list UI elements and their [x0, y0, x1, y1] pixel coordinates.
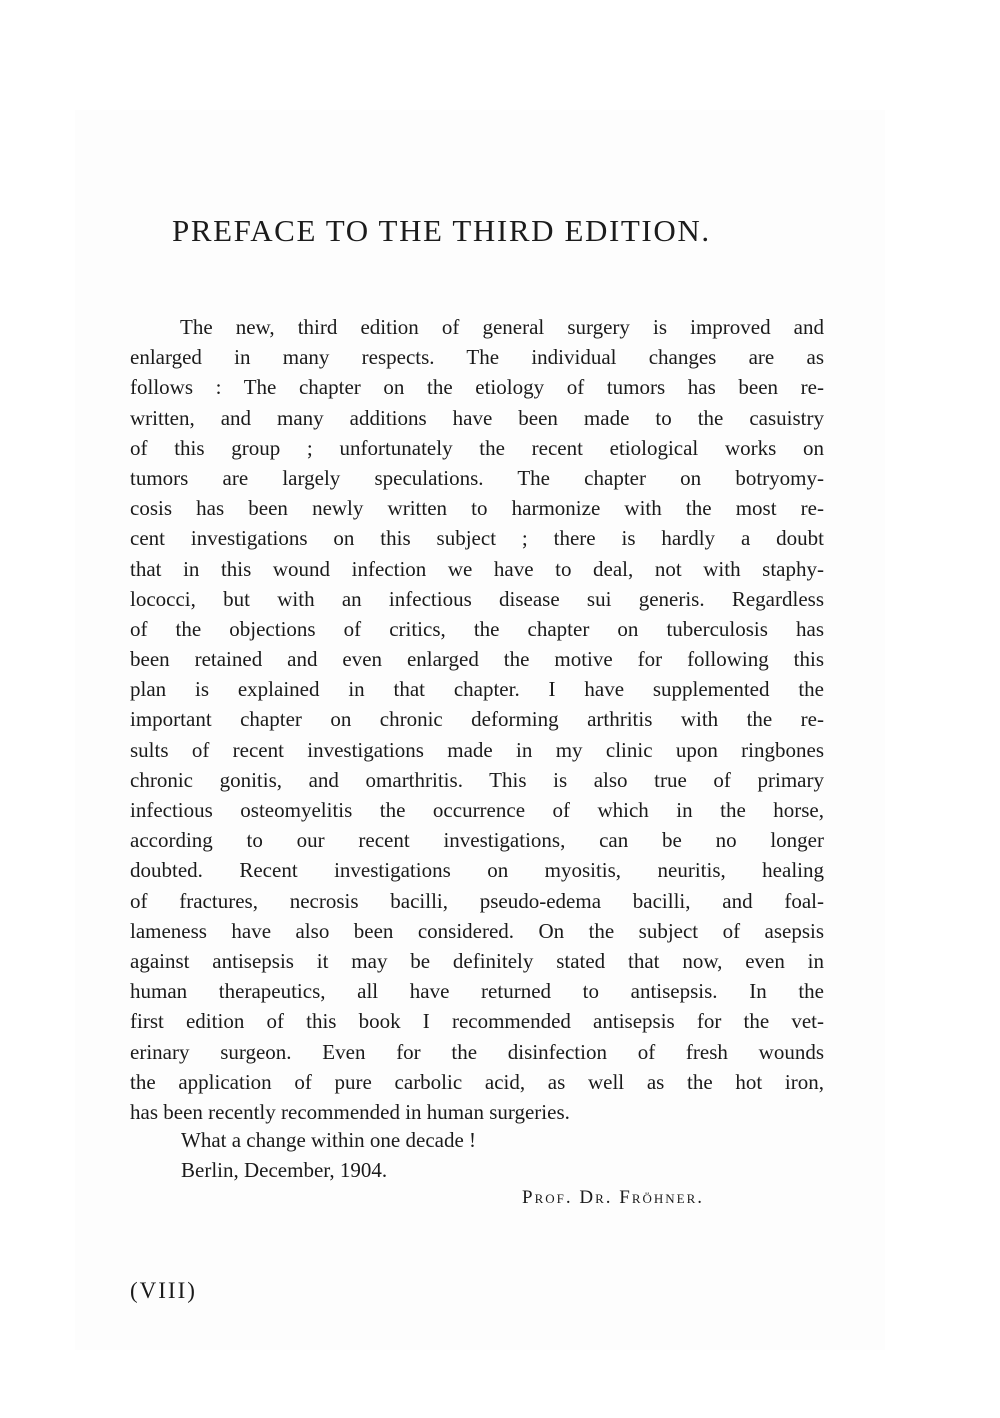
- paragraph-line: human therapeutics, all have returned to antisepsis. In the: [130, 979, 824, 1004]
- paragraph-line: written, and many additions have been made to the casuistry: [130, 405, 824, 430]
- paragraph-line: follows : The chapter on the etiology of tumors has been re-: [130, 375, 824, 400]
- paragraph-line: according to our recent investigations, can be no longer: [130, 828, 824, 853]
- paragraph-line: lococci, but with an infectious disease sui generis. Regardless: [130, 586, 824, 611]
- paragraph-line: been retained and even enlarged the motive for following this: [130, 647, 824, 672]
- paragraph-line: has been recently recommended in human surgeries.: [130, 1099, 570, 1124]
- paragraph-line: enlarged in many respects. The individual changes are as: [130, 345, 824, 370]
- paragraph-line: that in this wound infection we have to deal, not with staphy-: [130, 556, 824, 581]
- page-title: PREFACE TO THE THIRD EDITION.: [172, 213, 711, 248]
- paragraph-line: sults of recent investigations made in my clinic upon ringbones: [130, 737, 824, 762]
- paragraph-line: the application of pure carbolic acid, as well as the hot iron,: [130, 1069, 824, 1094]
- paragraph-line: of this group ; unfortunately the recent etiological works on: [130, 435, 824, 460]
- preface-paragraph: [130, 312, 824, 1127]
- paragraph-line: infectious osteomyelitis the occurrence of which in the horse,: [130, 798, 824, 822]
- author-signature: Prof. Dr. Fröhner.: [522, 1187, 705, 1208]
- paragraph-line: lameness have also been considered. On the subject of asepsis: [130, 918, 824, 943]
- paragraph-line: plan is explained in that chapter. I have supplemented the: [130, 677, 824, 702]
- paragraph-line: of fractures, necrosis bacilli, pseudo-edema bacilli, and foal-: [130, 888, 824, 913]
- paragraph-line: erinary surgeon. Even for the disinfection of fresh wounds: [130, 1039, 824, 1064]
- paragraph-line: chronic gonitis, and omarthritis. This is also true of primary: [130, 767, 824, 792]
- paragraph-line: first edition of this book I recommended antisepsis for the vet-: [130, 1009, 824, 1034]
- paragraph-line: The new, third edition of general surgery is improved and: [180, 315, 824, 339]
- paragraph-line: against antisepsis it may be definitely stated that now, even in: [130, 948, 824, 973]
- paragraph-line: tumors are largely speculations. The chapter on botryomy-: [130, 465, 824, 490]
- paragraph-line: of the objections of critics, the chapter on tuberculosis has: [130, 616, 824, 641]
- dateline: Berlin, December, 1904.: [181, 1158, 388, 1182]
- paragraph-line: important chapter on chronic deforming arthritis with the re-: [130, 707, 824, 732]
- paragraph-line: cosis has been newly written to harmonize with the most re-: [130, 496, 824, 521]
- paragraph-line: doubted. Recent investigations on myositis, neuritis, healing: [130, 858, 824, 883]
- closing-line: What a change within one decade !: [181, 1128, 477, 1152]
- paragraph-line: cent investigations on this subject ; there is hardly a doubt: [130, 526, 824, 551]
- page-number: (VIII): [130, 1278, 197, 1303]
